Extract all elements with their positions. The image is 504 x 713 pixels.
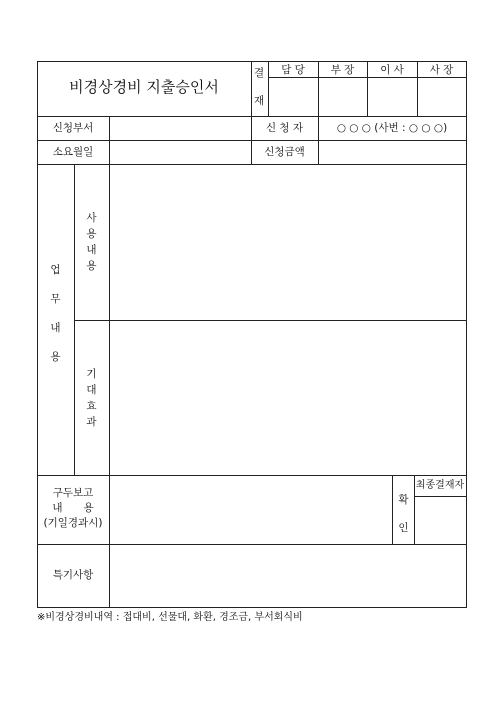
usage-content-area[interactable]: [110, 165, 466, 320]
header-divider: [251, 61, 252, 116]
border-bottom: [37, 607, 467, 608]
amount-label: 신청금액: [264, 146, 305, 158]
oral-report-content[interactable]: [110, 476, 392, 544]
approval-label-bottom: 재: [254, 95, 265, 107]
approver-charge: 담 당: [281, 64, 305, 76]
usage-label: 사 용 내 용: [86, 212, 97, 272]
row1-bottom: [37, 140, 467, 141]
approver-president: 사 장: [429, 64, 454, 76]
approval-label-top: 결: [254, 67, 265, 79]
business-label: 업 무 내 용: [50, 264, 61, 363]
remarks-label: 특기사항: [52, 569, 94, 581]
form-title: 비경상경비 지출승인서: [69, 78, 219, 96]
final-approver-label: 최종결재자: [415, 480, 465, 491]
sign-box-president[interactable]: [418, 78, 466, 116]
sign-box-charge[interactable]: [269, 78, 318, 116]
confirm-label: 확 인: [398, 494, 409, 534]
header-bottom: [37, 116, 467, 117]
remarks-content[interactable]: [110, 545, 466, 607]
applicant-value[interactable]: ○ ○ ○ (사번 : ○ ○ ○): [336, 122, 448, 134]
footnote: ※비경상경비내역 : 접대비, 선물대, 화환, 경조금, 부서회식비: [37, 612, 303, 623]
border-top: [37, 61, 467, 62]
sign-box-director[interactable]: [368, 78, 417, 116]
dept-label: 신청부서: [52, 122, 94, 134]
effect-content-area[interactable]: [110, 321, 466, 475]
sign-box-manager[interactable]: [319, 78, 367, 116]
month-label: 소요월일: [52, 146, 94, 158]
effect-label: 기 대 효 과: [86, 368, 97, 428]
approver-manager: 부 장: [330, 64, 355, 76]
oral-report-label: 구두보고 내 용 (기일경과시): [43, 487, 103, 529]
applicant-label: 신 청 자: [265, 122, 304, 134]
approver-director: 이 사: [380, 64, 404, 76]
final-approver-sign-box[interactable]: [415, 497, 466, 544]
border-right: [466, 61, 467, 608]
